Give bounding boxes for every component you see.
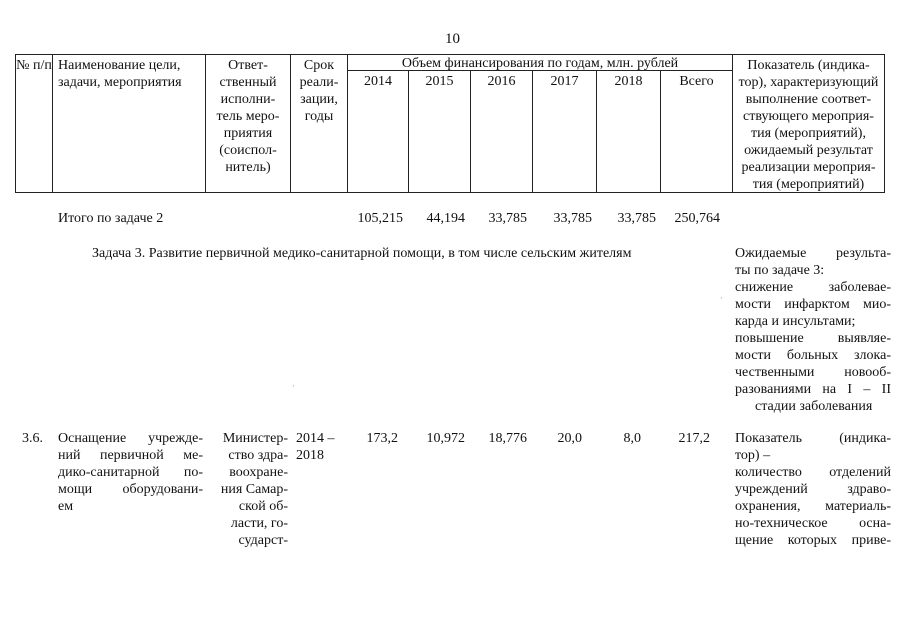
resp-line: сударст- — [238, 533, 288, 548]
name-line: ем — [58, 499, 74, 514]
resp-line: воохране- — [229, 465, 288, 480]
row36-indicator — [735, 430, 891, 549]
total-value-2017: 33,785 — [553, 211, 592, 226]
row36-value-2018: 8,0 — [623, 431, 641, 446]
header-year-2016: 2016 — [487, 74, 516, 89]
row36-value-2016: 18,776 — [488, 431, 527, 446]
total-value-all: 250,764 — [674, 211, 720, 226]
total-task2-label: Итого по задаче 2 — [58, 211, 164, 226]
header-total: Всего — [679, 74, 714, 89]
expected-line: повышение выявляе- — [735, 331, 891, 346]
resp-line: Министер- — [222, 431, 288, 446]
row36-name — [58, 430, 203, 515]
row36-value-2014: 173,2 — [366, 431, 398, 446]
expected-line: снижение заболевае- — [735, 280, 891, 295]
indicator-line: щение которых приве- — [735, 533, 891, 548]
expected-line: разованиями на I – II — [735, 382, 891, 397]
scan-mark: · — [720, 293, 723, 303]
header-indicator: Показатель (индика-тор), характеризующий выполнение соответ-ствующего мероприя-тия (мероприятий), ожидаемый результат реализации мероприя-тия (мероприятий) — [738, 58, 879, 192]
expected-line: стадии заболевания — [755, 399, 873, 414]
task3-title: Задача 3. Развитие первичной медико-санитарной помощи, в том числе сельским жителям — [92, 246, 632, 261]
expected-line: мости больных злока- — [735, 348, 891, 363]
resp-line: ской об- — [238, 499, 288, 514]
header-num: № п/п — [16, 58, 52, 73]
indicator-line: Показатель (индика- — [735, 431, 891, 446]
indicator-line: учреждений здраво- — [735, 482, 891, 497]
expected-line: карда и инсультами; — [735, 314, 856, 329]
row36-value-2017: 20,0 — [557, 431, 582, 446]
indicator-line: тор) – — [735, 448, 771, 463]
row36-responsible — [210, 430, 288, 549]
total-value-2015: 44,194 — [426, 211, 465, 226]
header-responsible: Ответ-ственный исполни-тель меро-приятия (соиспол-нитель) — [216, 58, 280, 175]
row36-value-2015: 10,972 — [426, 431, 465, 446]
header-year-2017: 2017 — [550, 74, 579, 89]
indicator-line: количество отделений — [735, 465, 891, 480]
task3-expected-results — [735, 245, 891, 415]
indicator-line: но-техническое осна- — [735, 516, 891, 531]
resp-line: ство здра- — [228, 448, 288, 463]
period-line: 2018 — [296, 448, 324, 463]
header-year-2018: 2018 — [614, 74, 643, 89]
name-line: ний первичной ме- — [58, 448, 203, 463]
expected-line: чественными новооб- — [735, 365, 891, 380]
name-line: мощи оборудовани- — [58, 482, 203, 497]
header-funding-title: Объем финансирования по годам, млн. рублей — [401, 56, 679, 71]
header-year-2014: 2014 — [364, 74, 392, 89]
row36-number: 3.6. — [22, 431, 43, 446]
header-name: Наименование цели, задачи, мероприятия — [58, 58, 182, 90]
resp-line: ласти, го- — [230, 516, 288, 531]
row36-period — [296, 430, 346, 464]
name-line: Оснащение учрежде- — [58, 431, 203, 446]
expected-line: мости инфарктом мио- — [735, 297, 891, 312]
period-line: 2014 – — [296, 431, 335, 446]
page-number: 10 — [445, 31, 460, 47]
row36-value-total: 217,2 — [678, 431, 710, 446]
resp-line: ния Самар- — [220, 482, 288, 497]
name-line: дико-санитарной по- — [58, 465, 203, 480]
scan-mark: · — [292, 381, 295, 391]
expected-line: Ожидаемые результа- — [735, 246, 891, 261]
total-value-2018: 33,785 — [617, 211, 656, 226]
expected-line: ты по задаче 3: — [735, 263, 825, 278]
header-period: Срок реали-зации, годы — [299, 58, 339, 124]
indicator-line: охранения, материаль- — [735, 499, 891, 514]
total-value-2016: 33,785 — [488, 211, 527, 226]
total-value-2014: 105,215 — [357, 211, 403, 226]
header-year-2015: 2015 — [425, 74, 454, 89]
